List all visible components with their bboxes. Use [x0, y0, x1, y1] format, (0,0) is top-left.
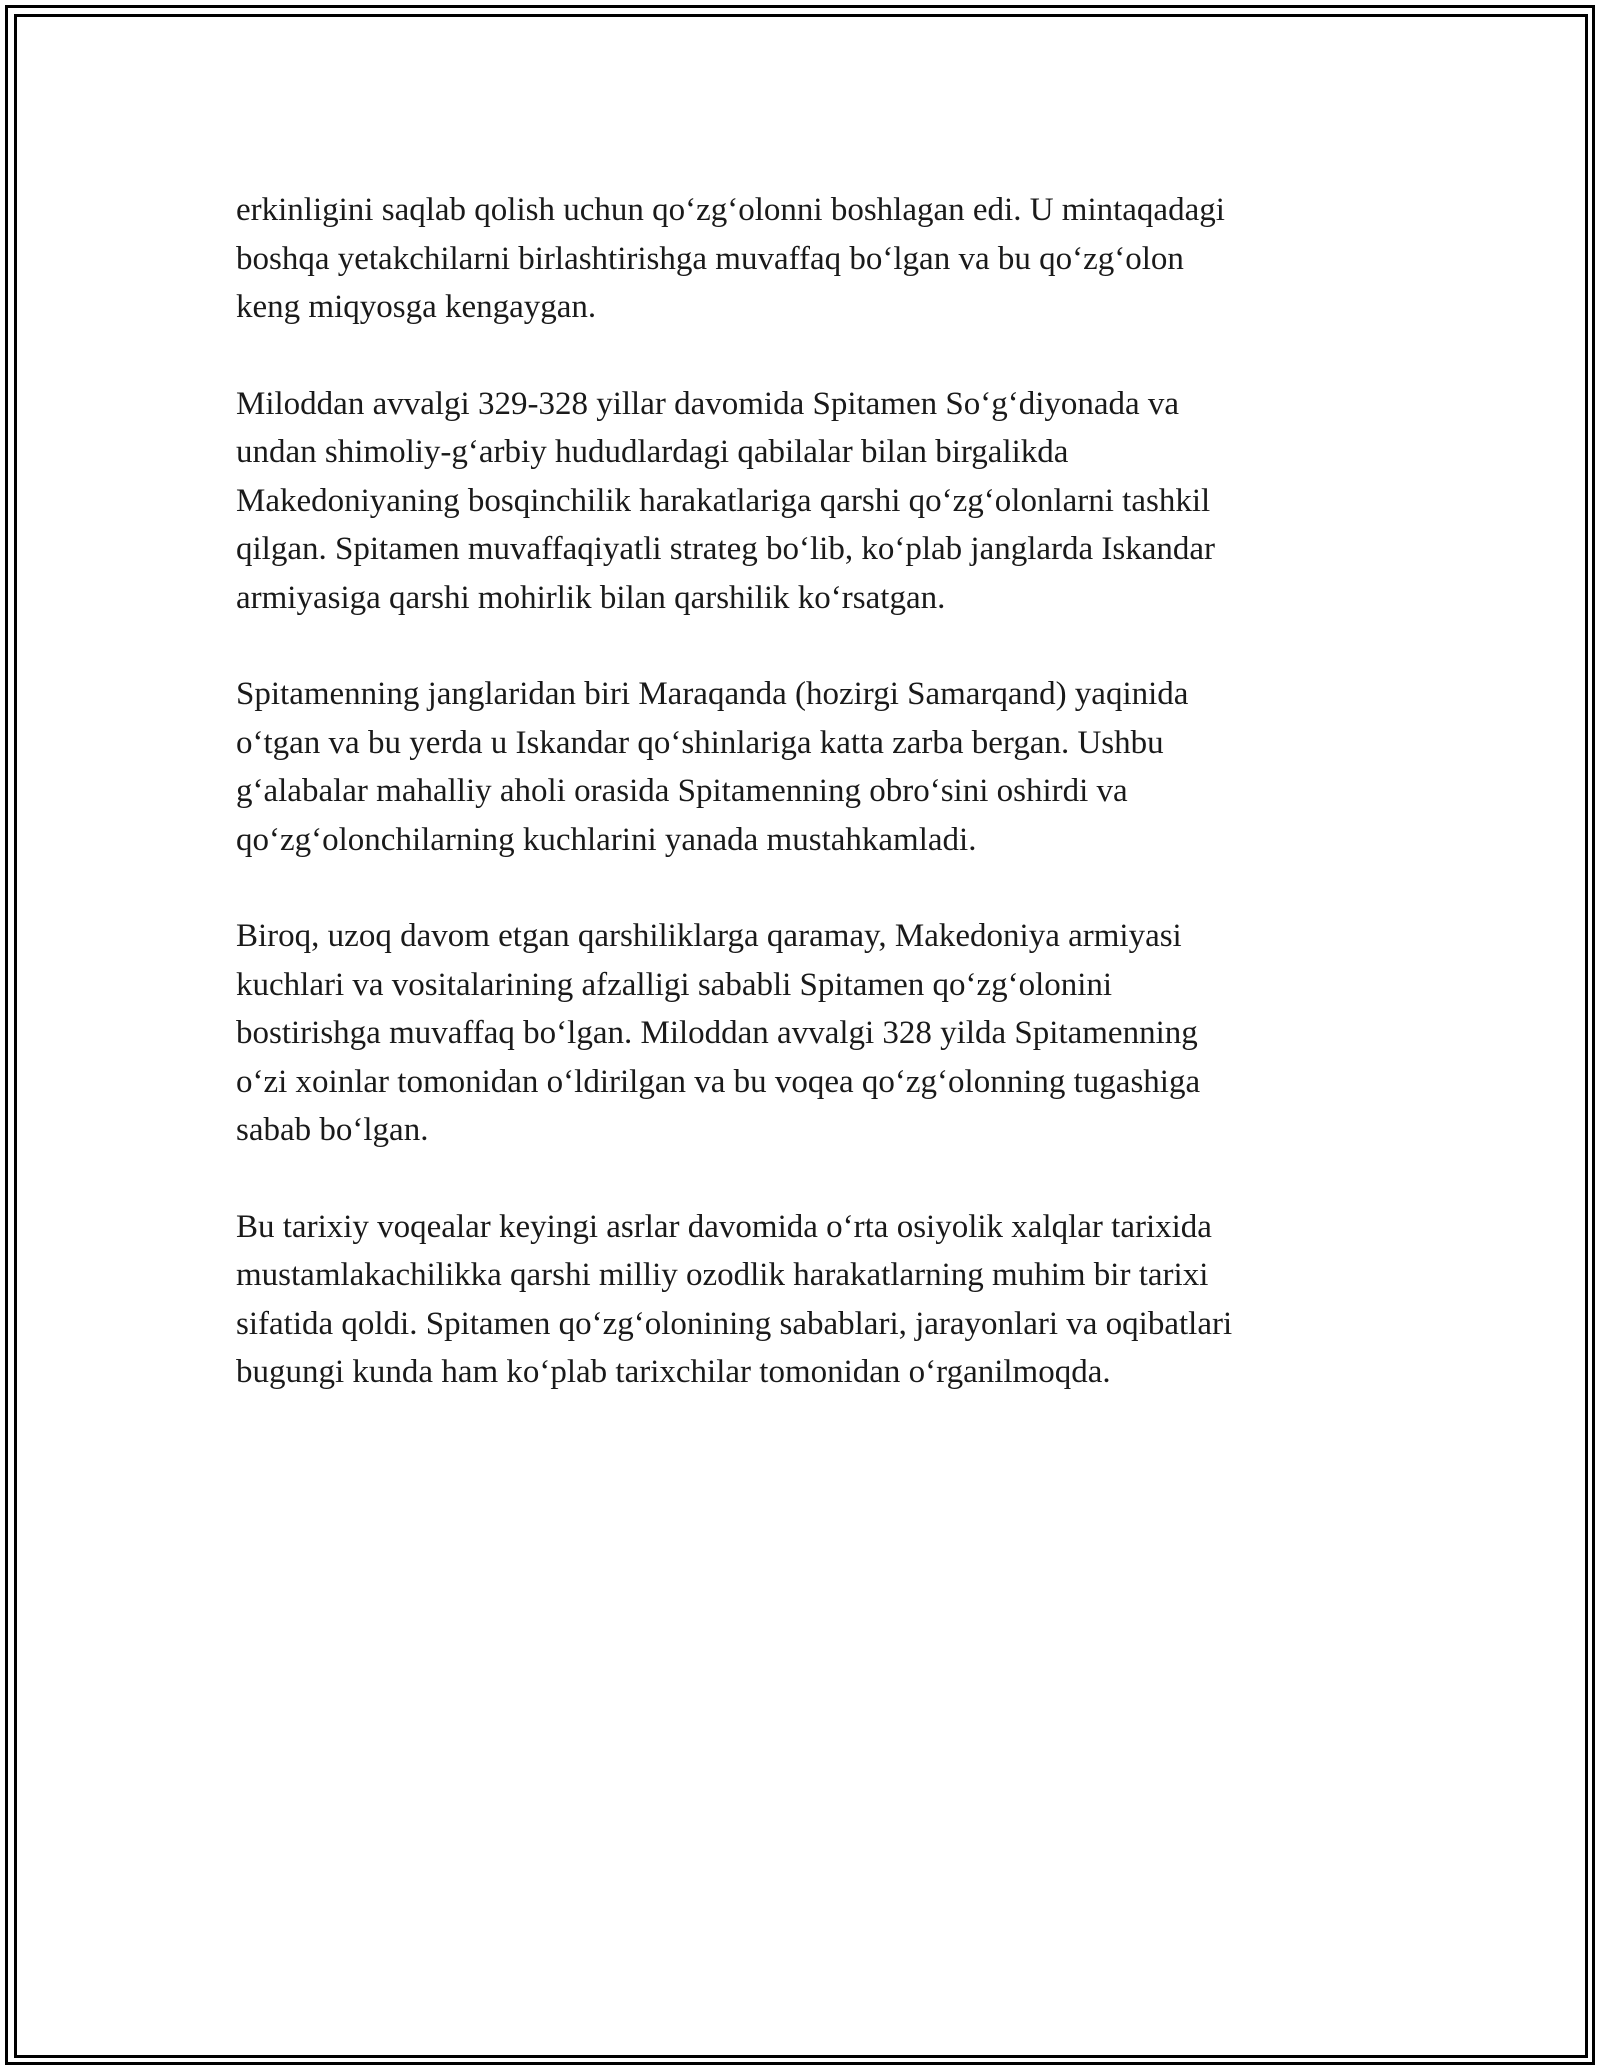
text-line: Spitamenning janglaridan biri Maraqanda (hozirgi Samarqand) yaqinida: [236, 676, 1189, 712]
text-line: boshqa yetakchilarni birlashtirishga muvaffaq boʻlgan va bu qoʻzgʻolon: [236, 240, 1184, 277]
text-line: keng miqyosga kengaygan.: [236, 289, 597, 325]
text-line: gʻalabalar mahalliy aholi orasida Spitamenning obroʻsini oshirdi va: [236, 773, 1128, 809]
text-line: kuchlari va vositalarining afzalligi sababli Spitamen qoʻzgʻolonini: [236, 966, 1113, 1003]
text-line: armiyasiga qarshi mohirlik bilan qarshilik koʻrsatgan.: [236, 579, 946, 616]
text-line: bugungi kunda ham koʻplab tarixchilar tomonidan oʻrganilmoqda.: [236, 1354, 1111, 1390]
text-line: Bu tarixiy voqealar keyingi asrlar davomida oʻrta osiyolik xalqlar tarixida: [236, 1208, 1212, 1245]
text-line: oʻzi xoinlar tomonidan oʻldirilgan va bu voqea qoʻzgʻolonning tugashiga: [236, 1063, 1201, 1100]
paragraph: [236, 186, 1366, 332]
document-body: [236, 186, 1366, 1445]
text-line: mustamlakachilikka qarshi milliy ozodlik harakatlarning muhim bir tarixi: [236, 1257, 1209, 1293]
paragraph: [236, 1203, 1366, 1397]
text-line: bostirishga muvaffaq boʻlgan. Miloddan avvalgi 328 yilda Spitamenning: [236, 1015, 1198, 1051]
text-line: qilgan. Spitamen muvaffaqiyatli strateg boʻlib, koʻplab janglarda Iskandar: [236, 531, 1216, 567]
paragraph: [236, 912, 1366, 1155]
text-line: sifatida qoldi. Spitamen qoʻzgʻolonining sabablari, jarayonlari va oqibatlari: [236, 1305, 1233, 1342]
text-line: Biroq, uzoq davom etgan qarshiliklarga qaramay, Makedoniya armiyasi: [236, 918, 1182, 954]
text-line: Makedoniyaning bosqinchilik harakatlariga qarshi qoʻzgʻolonlarni tashkil: [236, 482, 1211, 519]
paragraph: [236, 670, 1366, 864]
text-line: undan shimoliy-gʻarbiy hududlardagi qabilalar bilan birgalikda: [236, 434, 1069, 470]
text-line: qoʻzgʻolonchilarning kuchlarini yanada mustahkamladi.: [236, 821, 977, 858]
text-line: Miloddan avvalgi 329-328 yillar davomida Spitamen Soʻgʻdiyonada va: [236, 385, 1180, 422]
paragraph: [236, 380, 1366, 623]
text-line: erkinligini saqlab qolish uchun qoʻzgʻolonni boshlagan edi. U mintaqadagi: [236, 192, 1225, 228]
text-line: oʻtgan va bu yerda u Iskandar qoʻshinlariga katta zarba bergan. Ushbu: [236, 724, 1164, 761]
text-line: sabab boʻlgan.: [236, 1112, 429, 1148]
